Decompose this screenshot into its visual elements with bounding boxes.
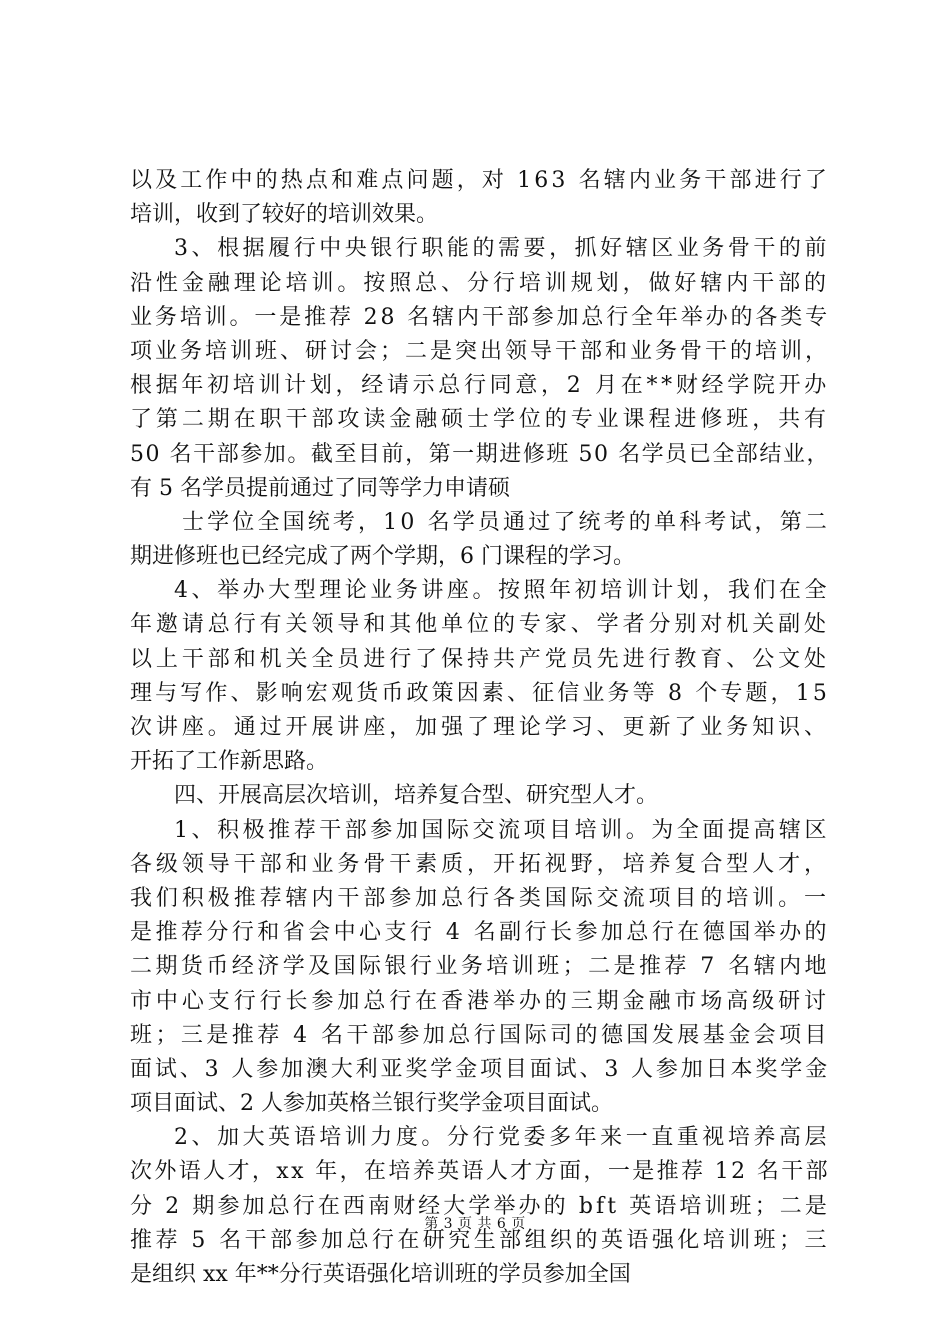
text-line: 市中心支行行长参加总行在香港举办的三期金融市场高级研讨: [130, 988, 830, 1014]
page-footer: 第 3 页 共 6 页: [424, 1216, 526, 1232]
text-line: 我们积极推荐辖内干部参加总行各类国际交流项目的培训。一: [130, 885, 830, 911]
text-line: 次讲座。通过开展讲座，加强了理论学习、更新了业务知识、: [130, 715, 830, 740]
text-line: 以及工作中的热点和难点问题，对 163 名辖内业务干部进行了: [130, 168, 830, 193]
text-line: 二期货币经济学及国际银行业务培训班；二是推荐 7 名辖内地: [130, 954, 830, 980]
text-line: 了第二期在职干部攻读金融硕士学位的专业课程进修班，共有: [130, 407, 830, 433]
text-line: 理与写作、影响宏观货币政策因素、征信业务等 8 个专题，15: [130, 680, 830, 706]
text-line: 是推荐分行和省会中心支行 4 名副行长参加总行在德国举办的: [130, 920, 830, 946]
text-line: 4、举办大型理论业务讲座。按照年初培训计划，我们在全: [174, 578, 830, 604]
text-line: 1、积极推荐干部参加国际交流项目培训。为全面提高辖区: [174, 817, 830, 843]
text-line: 3、根据履行中央银行职能的需要，抓好辖区业务骨干的前: [174, 236, 830, 262]
text-line: 50 名干部参加。截至目前，第一期进修班 50 名学员已全部结业，: [130, 441, 830, 467]
text-line: 次外语人才，xx 年，在培养英语人才方面，一是推荐 12 名干部: [130, 1159, 830, 1185]
text-line: 分 2 期参加总行在西南财经大学举办的 bft 英语培训班；二是: [130, 1193, 830, 1219]
text-line: 士学位全国统考，10 名学员通过了统考的单科考试，第二: [182, 509, 830, 535]
text-line: 以上干部和机关全员进行了保持共产党员先进行教育、公文处: [130, 646, 830, 672]
text-line: 各级领导干部和业务骨干素质，开拓视野，培养复合型人才，: [130, 851, 830, 877]
text-line: 2、加大英语培训力度。分行党委多年来一直重视培养高层: [174, 1125, 830, 1151]
text-line: 开拓了工作新思路。: [130, 749, 329, 775]
text-line: 班；三是推荐 4 名干部参加总行国际司的德国发展基金会项目: [130, 1022, 830, 1048]
text-line: 业务培训。一是推荐 28 名辖内干部参加总行全年举办的各类专: [130, 304, 830, 330]
document-body: [130, 164, 830, 1292]
text-line: 有 5 名学员提前通过了同等学力申请硕: [130, 475, 510, 501]
text-line: 面试、3 人参加澳大利亚奖学金项目面试、3 人参加日本奖学金: [130, 1056, 830, 1082]
text-line: 沿性金融理论培训。按照总、分行培训规划，做好辖内干部的: [130, 270, 830, 296]
text-line: 项目面试、2 人参加英格兰银行奖学金项目面试。: [130, 1091, 613, 1117]
text-line: 项业务培训班、研讨会；二是突出领导干部和业务骨干的培训，: [130, 338, 830, 364]
text-line: 推荐 5 名干部参加总行在研究生部组织的英语强化培训班；三: [130, 1227, 830, 1253]
text-line: 是组织 xx 年**分行英语强化培训班的学员参加全国: [130, 1262, 631, 1287]
text-line: 根据年初培训计划，经请示总行同意，2 月在**财经学院开办: [130, 373, 830, 399]
text-line: 四、开展高层次培训，培养复合型、研究型人才。: [174, 783, 659, 809]
text-line: 培训，收到了较好的培训效果。: [130, 202, 439, 228]
text-line: 期进修班也已经完成了两个学期，6 门课程的学习。: [130, 544, 635, 570]
text-line: 年邀请总行有关领导和其他单位的专家、学者分别对机关副处: [130, 612, 830, 638]
